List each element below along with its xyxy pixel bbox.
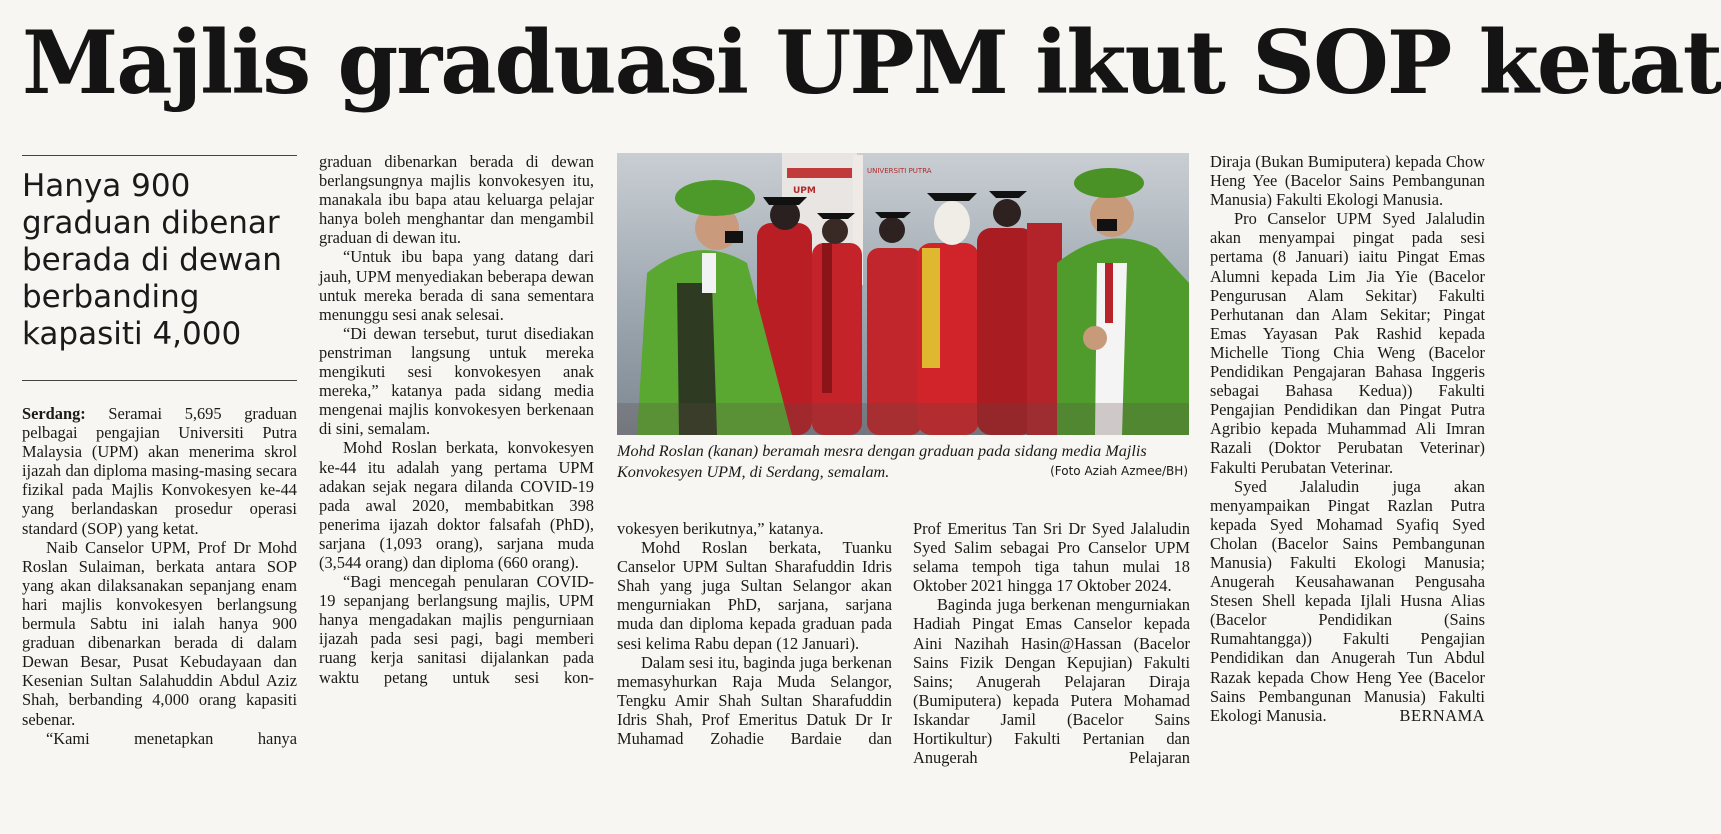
paragraph: Dalam sesi itu, baginda juga berkenan memasyhurkan Raja Muda Selangor, Tengku Amir Shah Sultan Sharafuddin Idris Shah, Prof Emeritus Datuk Dr Ir Muhamad Zohadie Bardaie dan xyxy=(617,652,892,749)
paragraph: “Di dewan tersebut, turut disediakan penstriman langsung untuk mereka mengikuti sesi konvokesyen anak mereka,” katanya pada sidang media mengenai majlis konvokesyen berkenaan di sini, semalam. xyxy=(319,323,594,439)
dateline: Serdang: xyxy=(22,404,86,423)
banner-logo-text: UPM xyxy=(793,186,816,196)
paragraph: Mohd Roslan berkata, konvokesyen ke-44 itu adalah yang pertama UPM adakan sejak negara dilanda COVID-19 pada awal 2020, membabitkan 398 penerima ijazah doktor falsafah (PhD), sarjana (1,093 orang), sarjana muda (3,544 orang) dan diploma (660 orang). xyxy=(319,438,594,572)
paragraph: “Bagi mencegah penularan COVID-19 sepanjang berlangsung majlis, UPM hanya mengadakan majlis pengurniaan ijazah pada sesi pagi, bagi memberi ruang kerja sanitasi dijalankan pada waktu petang untuk sesi kon- xyxy=(319,572,594,687)
paragraph: “Kami menetapkan hanya xyxy=(46,728,297,748)
headline: Majlis graduasi UPM ikut SOP ketat xyxy=(22,11,1721,114)
news-photo xyxy=(617,153,1189,435)
photo-credit: (Foto Aziah Azmee/BH) xyxy=(1050,464,1188,478)
article-column-1 xyxy=(22,404,297,748)
photo-illustration xyxy=(617,153,1189,435)
deck-top-rule xyxy=(22,155,297,156)
article-column-3 xyxy=(617,519,892,748)
photo-caption xyxy=(617,441,1192,483)
paragraph: “Untuk ibu bapa yang datang dari jauh, UPM menyediakan beberapa dewan untuk mereka berada di sana sementara menunggu sesi anak selesai. xyxy=(319,247,594,324)
paragraph: vokesyen berikutnya,” katanya. xyxy=(617,519,824,538)
paragraph: Pro Canselor UPM Syed Jalaludin akan menyampai pingat pada sesi pertama (8 Januari) iaitu Pingat Emas Alumni kepada Lim Jia Yie (Bacelor Pengurusan Alam Sekitar) Fakulti Perhutanan dan Alam Sekitar; Pingat Emas Yayasan Pak Rashid kepada Michelle Tiong Chia Weng (Bacelor Pendidikan Pengajaran Bahasa Inggeris sebagai Bahasa Kedua)) Fakulti Pengajian Pendidikan dan Pingat Putra Agribio kepada Muhammad Ali Imran Razali (Doktor Perubatan Veterinar) Fakulti Perubatan Veterinar. xyxy=(1210,209,1485,477)
paragraph: Seramai 5,695 graduan pelbagai pengajian Universiti Putra Malaysia (UPM) akan menerima skrol ijazah dan diploma masing-masing secara fizikal pada Majlis Konvokesyen ke-44 yang berlandaskan prosedur operasi standard (SOP) yang ketat. xyxy=(22,404,297,538)
paragraph: Naib Canselor UPM, Prof Dr Mohd Roslan Sulaiman, berkata antara SOP yang akan dilaksanakan sepanjang enam hari majlis konvokesyen berlangsung bermula Sabtu ini ialah hanya 900 graduan dibenarkan berada di dalam Dewan Besar, Pusat Kebudayaan dan Kesenian Sultan Salahuddin Abdul Aziz Shah, berbanding 4,000 orang kapasiti sebenar. xyxy=(22,537,297,729)
article-column-2 xyxy=(319,152,594,687)
banner-right-text: UNIVERSITI PUTRA xyxy=(867,167,932,175)
deck: Hanya 900 graduan dibenar berada di dewan berbanding kapasiti 4,000 xyxy=(22,168,282,352)
deck-bottom-rule xyxy=(22,380,297,381)
paragraph-text: Syed Jalaludin juga akan menyampaikan Pingat Razlan Putra kepada Syed Mohamad Syafiq Syed Cholan (Bacelor Sains Pembangunan Manusia) Fakulti Ekologi Manusia; Anugerah Keusahawanan Pengusaha Stesen Shell kepada Ijlali Husna Alias (Bacelor Pendidikan (Sains Rumahtangga)) Fakulti Pengajian Pendidikan dan Anugerah Tun Abdul Razak kepada Chow Heng Yee (Bacelor Sains Pembangunan Manusia) Fakulti Ekologi Manusia. xyxy=(1210,476,1485,725)
caption-text: Mohd Roslan (kanan) beramah mesra dengan graduan pada sidang media Majlis Konvokesyen UPM, di Serdang, semalam. xyxy=(617,442,1147,481)
paragraph: Prof Emeritus Tan Sri Dr Syed Jalaludin Syed Salim sebagai Pro Canselor UPM selama tempoh tiga tahun mulai 18 Oktober 2021 hingga 17 Oktober 2024. xyxy=(913,519,1190,596)
paragraph: graduan dibenarkan berada di dewan berlangsungnya majlis konvokesyen itu, manakala ibu bapa atau keluarga pelajar hanya boleh menghantar dan mengambil graduan di dewan itu. xyxy=(319,152,594,248)
article-column-5 xyxy=(1210,152,1485,725)
article-column-4 xyxy=(913,519,1190,767)
paragraph xyxy=(1210,477,1485,725)
paragraph: Baginda juga berkenan mengurniakan Hadiah Pingat Emas Canselor kepada Aini Nazihah Hasin@Hassan (Bacelor Sains Fizik Dengan Kepujian) Fakulti Sains; Anugerah Pelajaran Diraja (Bumiputera) kepada Putera Mohamad Iskandar Jamil (Bacelor Sains Hortikultur) Fakulti Pertanian dan Anugerah Pelajaran xyxy=(913,595,1190,768)
paragraph: Mohd Roslan berkata, Tuanku Canselor UPM Sultan Sharafuddin Idris Shah yang juga Sultan Selangor akan mengurniakan PhD, sarjana, sarjana muda dan diploma kepada graduan pada sesi kelima Rabu depan (12 Januari). xyxy=(617,538,892,653)
paragraph: Diraja (Bukan Bumiputera) kepada Chow Heng Yee (Bacelor Sains Pembangunan Manusia) Fakulti Ekologi Manusia. xyxy=(1210,152,1485,210)
news-source: BERNAMA xyxy=(1399,705,1485,725)
